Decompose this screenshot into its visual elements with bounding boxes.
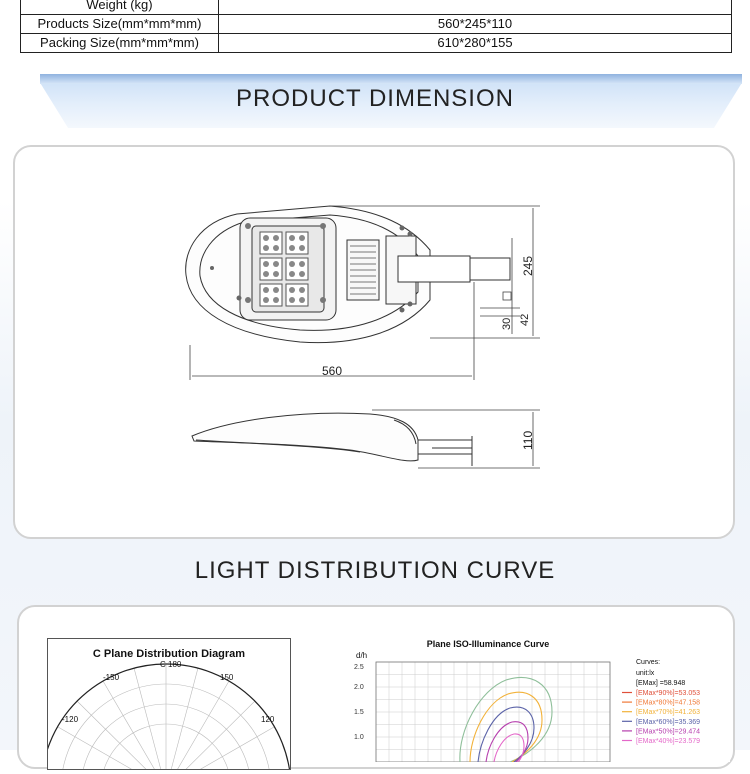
dim-pole-label: 42 <box>519 313 531 326</box>
dim-height-label: 245 <box>521 255 535 276</box>
iso-legend-title: Curves: <box>636 659 661 666</box>
table-cell-key: Packing Size(mm*mm*mm) <box>21 34 219 53</box>
c-plane-angle-n150: -150 <box>103 673 120 682</box>
iso-legend-item: [EMax*60%]=35.369 <box>636 718 701 726</box>
iso-y-tick: 2.5 <box>354 664 364 671</box>
luminaire-top-view <box>186 206 510 343</box>
c-plane-title: C Plane Distribution Diagram <box>92 648 246 660</box>
dim-inner-label: 30 <box>501 317 513 330</box>
table-cell-key: Weight (kg) <box>21 0 219 15</box>
iso-title: Plane ISO-Illuminance Curve <box>426 639 550 649</box>
c-plane-angle-150: 150 <box>220 673 234 682</box>
iso-y-tick: 1.5 <box>354 709 364 716</box>
iso-legend-max: [EMax] =58.948 <box>636 680 686 687</box>
c-plane-marker: C <box>160 660 166 669</box>
table-cell-value: 560*245*110 <box>219 15 732 34</box>
iso-legend-item: [EMax*70%]=41.263 <box>636 709 701 717</box>
iso-y-axis-label: d/h <box>356 651 368 660</box>
section-title-curve: LIGHT DISTRIBUTION CURVE <box>194 557 556 584</box>
table-cell-key: Products Size(mm*mm*mm) <box>21 15 219 34</box>
iso-illuminance-chart <box>330 632 730 762</box>
luminaire-side-view <box>192 413 472 466</box>
c-plane-angle-n120: -120 <box>62 715 79 724</box>
c-plane-angle-120: 120 <box>261 715 275 724</box>
iso-svg <box>330 632 730 762</box>
c-plane-diagram <box>47 638 291 770</box>
iso-legend-item: [EMax*40%]=23.579 <box>636 738 701 745</box>
dim-length-label: 560 <box>322 364 343 378</box>
section-title-dimension: PRODUCT DIMENSION <box>236 85 514 112</box>
c-plane-angle-180: 180 <box>168 660 182 669</box>
iso-legend-item: [EMax*50%]=29.474 <box>636 728 701 736</box>
iso-legend-item: [EMax*90%]=53.053 <box>636 690 701 697</box>
iso-legend-unit: unit:lx <box>636 670 655 677</box>
dim-depth-label: 110 <box>521 430 535 450</box>
table-cell-value: 610*280*155 <box>219 34 732 53</box>
iso-y-tick: 2.0 <box>354 684 364 691</box>
iso-y-tick: 1.0 <box>354 734 364 741</box>
iso-legend-item: [EMax*80%]=47.158 <box>636 699 701 707</box>
